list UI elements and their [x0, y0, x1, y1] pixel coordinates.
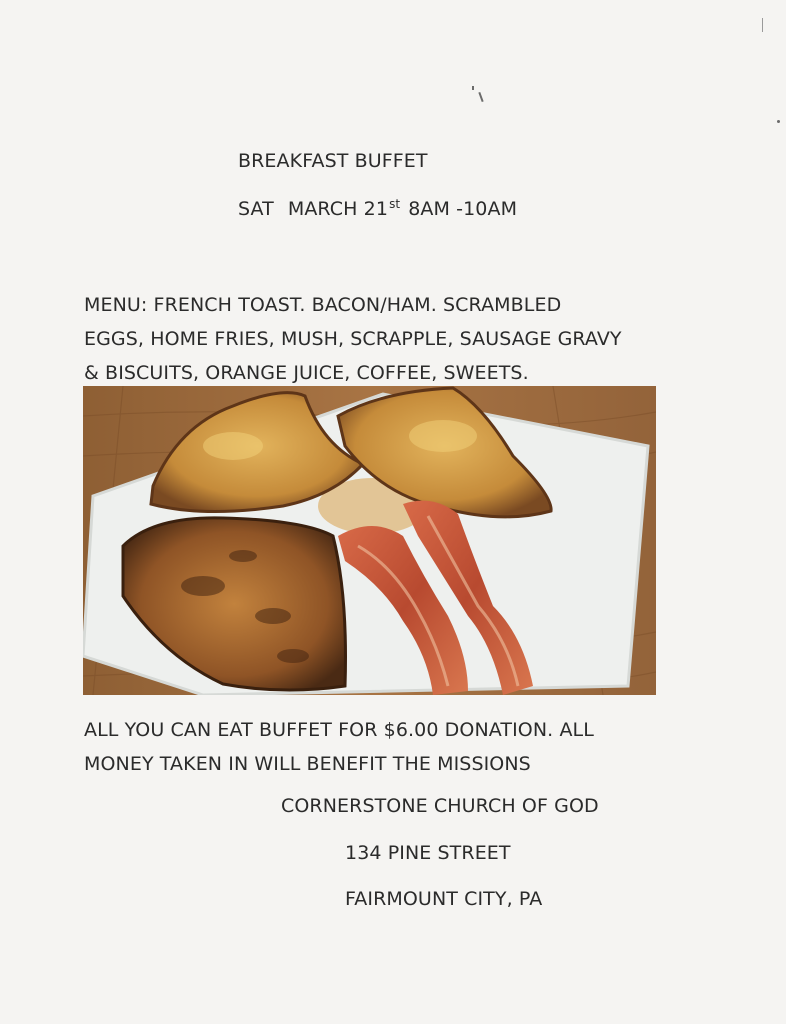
buffet-line: MONEY TAKEN IN WILL BENEFIT THE MISSIONS [84, 753, 531, 775]
scan-speck [478, 92, 483, 102]
french-toast-photo [83, 386, 656, 695]
church-name: CORNERSTONE CHURCH OF GOD [281, 795, 599, 817]
scan-speck [472, 86, 474, 90]
scan-speck [762, 18, 763, 32]
event-title: BREAKFAST BUFFET [238, 150, 428, 172]
menu-line: & BISCUITS, ORANGE JUICE, COFFEE, SWEETS. [84, 362, 529, 384]
church-street: 134 PINE STREET [345, 842, 511, 864]
event-date [238, 198, 517, 220]
church-city: FAIRMOUNT CITY, PA [345, 888, 543, 910]
menu-text [84, 288, 622, 390]
event-month-day: MARCH 21 [287, 198, 389, 220]
menu-line: EGGS, HOME FRIES, MUSH, SCRAPPLE, SAUSAGE GRAVY [84, 328, 622, 350]
menu-line: MENU: FRENCH TOAST. BACON/HAM. SCRAMBLED [84, 294, 562, 316]
buffet-text [84, 713, 594, 781]
event-time: 8AM -10AM [408, 198, 518, 220]
event-day: SAT [238, 198, 274, 220]
buffet-line: ALL YOU CAN EAT BUFFET FOR $6.00 DONATION. ALL [84, 719, 594, 741]
scan-speck [777, 120, 780, 123]
event-date-suffix: st [389, 197, 401, 211]
